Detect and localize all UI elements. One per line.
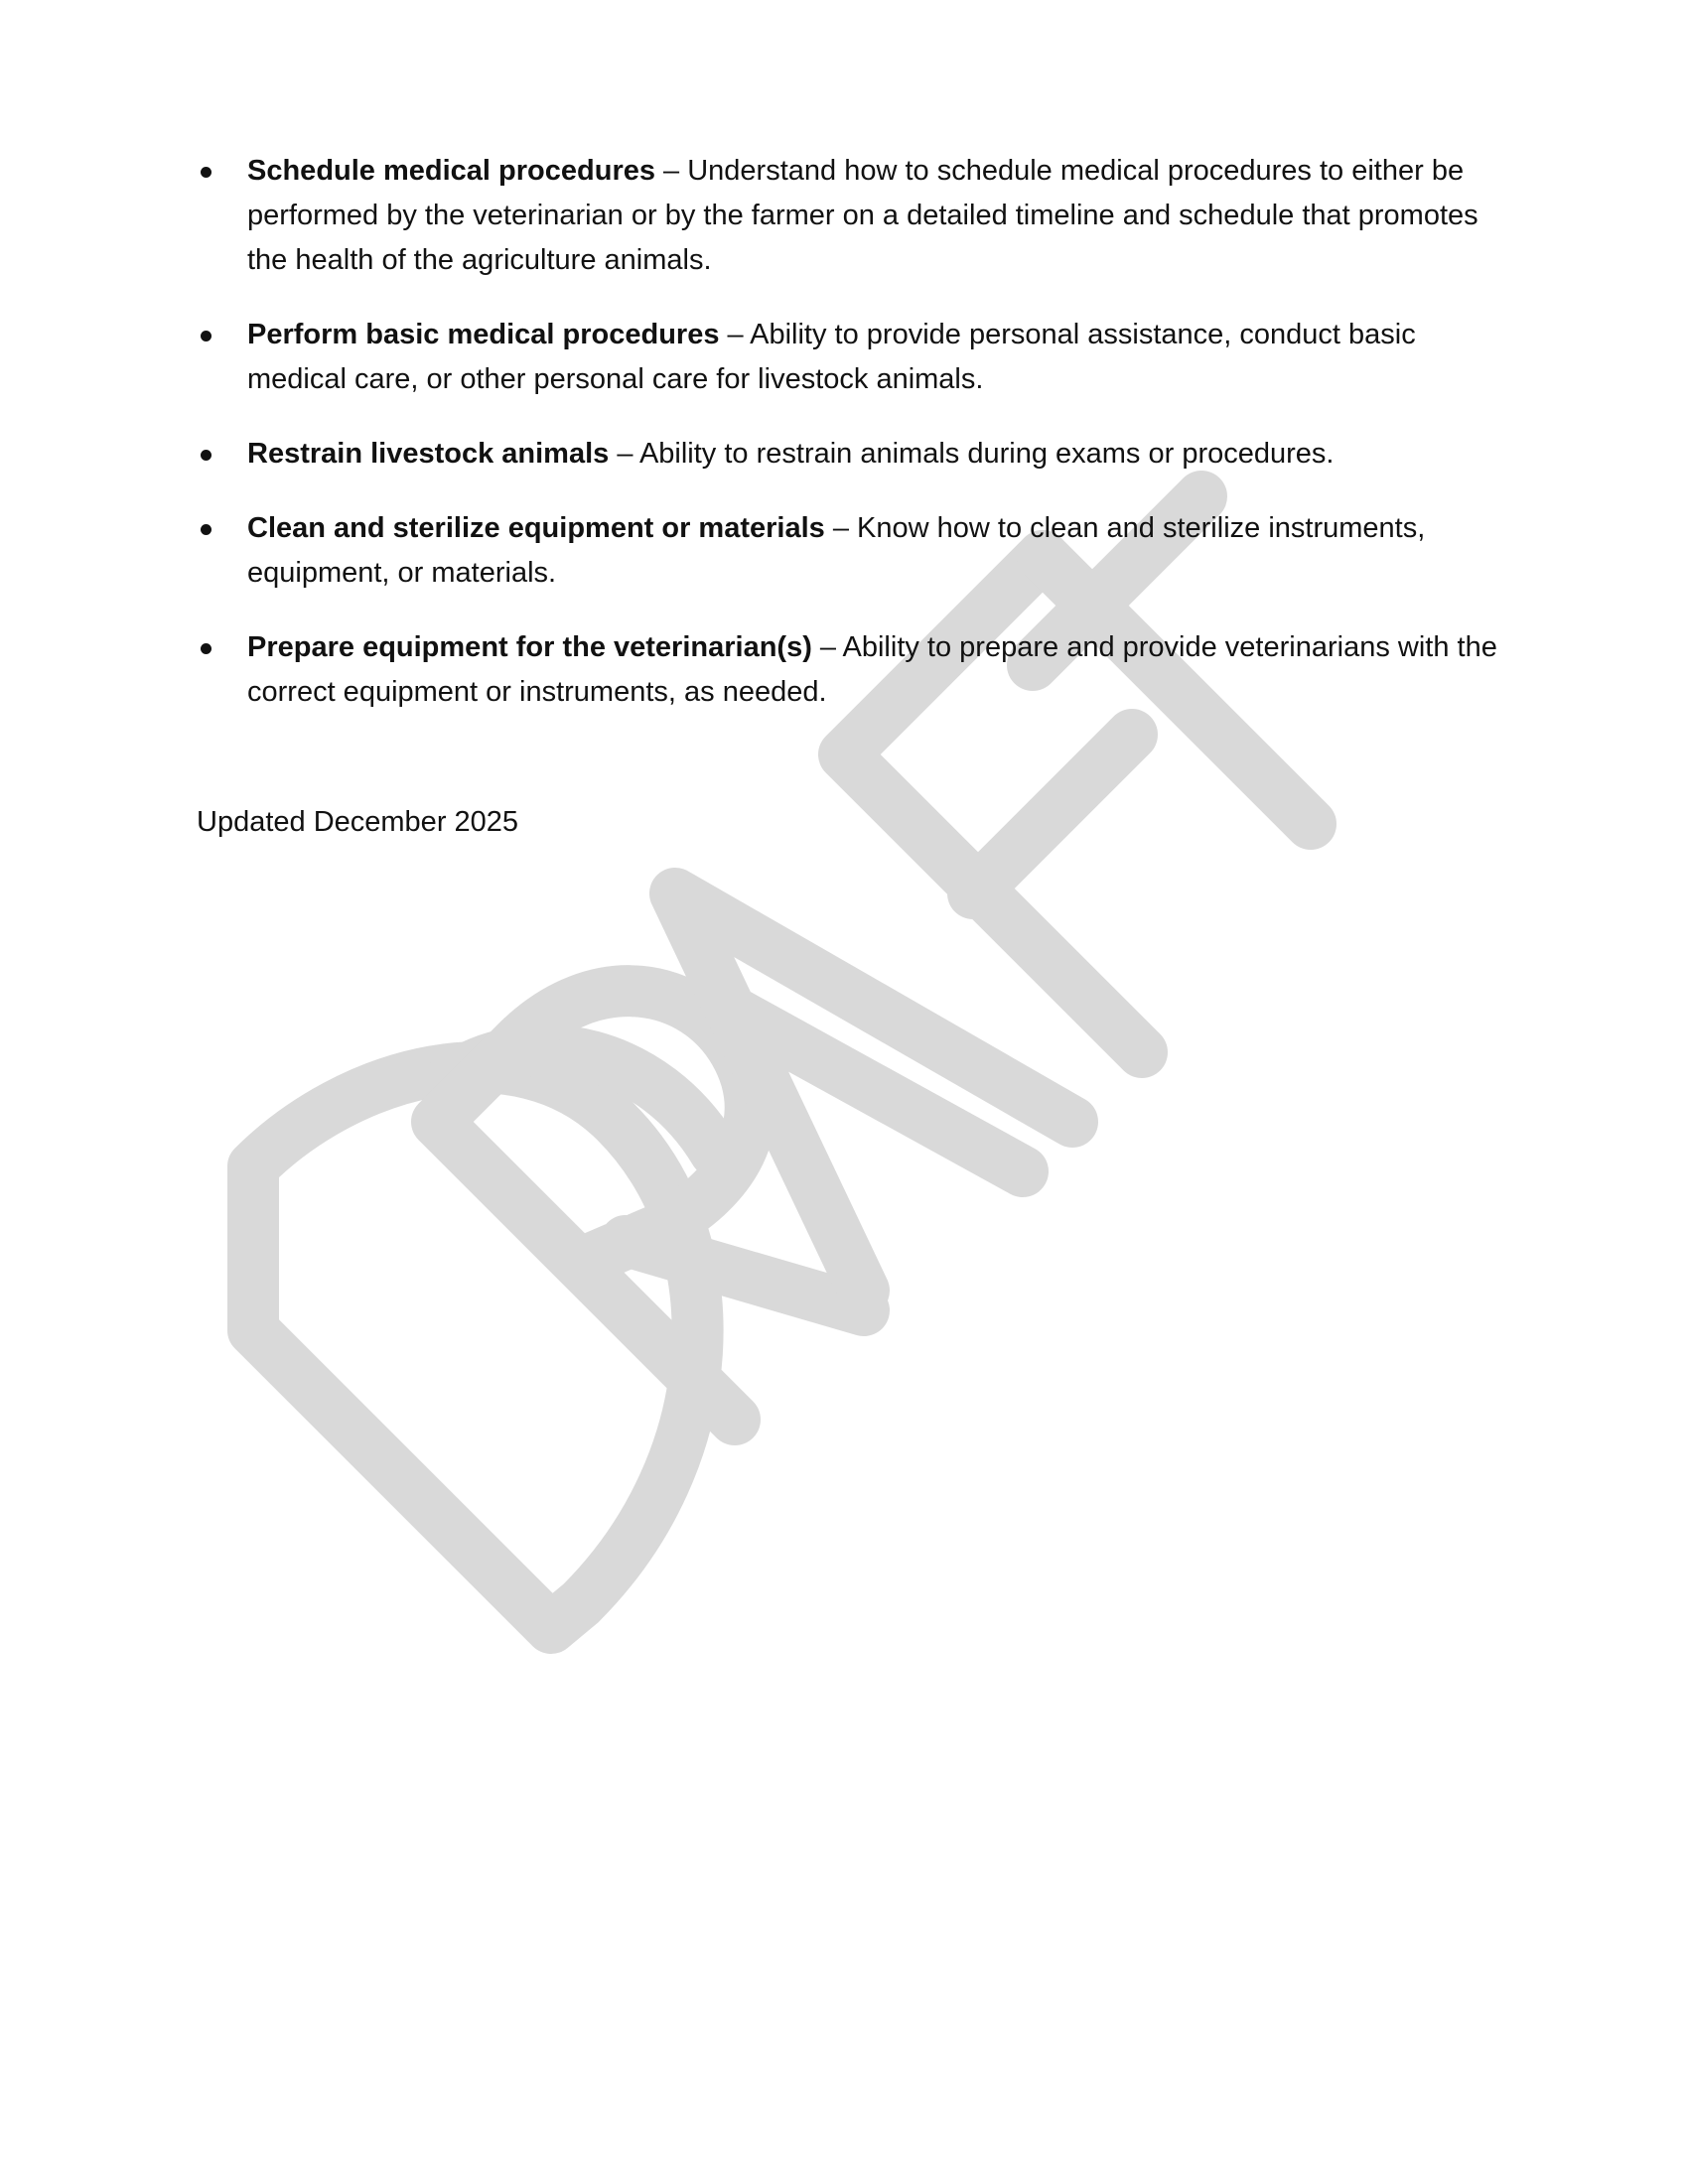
item-description: – Understand how to schedule medical procedures to either be performed by the veterinarian or by the farmer on a detailed timeline and schedule that promotes the health of the agriculture animals. [247,155,1478,276]
watermark-letter-r [437,991,864,1420]
bullet-icon [201,167,211,178]
item-description: – Know how to clean and sterilize instruments, equipment, or materials. [247,512,1426,589]
skills-list [197,149,1517,715]
list-item [197,625,1517,715]
item-description: – Ability to provide personal assistance, conduct basic medical care, or other personal care for livestock animals. [247,319,1416,395]
item-term: Schedule medical procedures [247,155,655,187]
document-body [197,149,1517,845]
item-description: – Ability to prepare and provide veterinarians with the correct equipment or instruments, as needed. [247,631,1497,708]
item-term: Prepare equipment for the veterinarian(s) [247,631,812,663]
watermark-letter-d-bowl [452,1050,715,1152]
bullet-icon [201,331,211,341]
list-item [197,432,1517,477]
bullet-icon [201,524,211,535]
item-term: Clean and sterilize equipment or materials [247,512,825,544]
item-term: Restrain livestock animals [247,438,610,470]
bullet-icon [201,643,211,654]
watermark-letter-d [253,1067,698,1628]
item-description: – Ability to restrain animals during exams or procedures. [609,438,1335,470]
list-item [197,313,1517,402]
list-item [197,506,1517,596]
updated-date: Updated December 2025 [197,806,519,838]
list-item [197,149,1517,283]
watermark-letter-a [675,893,1072,1291]
bullet-icon [201,450,211,461]
item-term: Perform basic medical procedures [247,319,720,350]
